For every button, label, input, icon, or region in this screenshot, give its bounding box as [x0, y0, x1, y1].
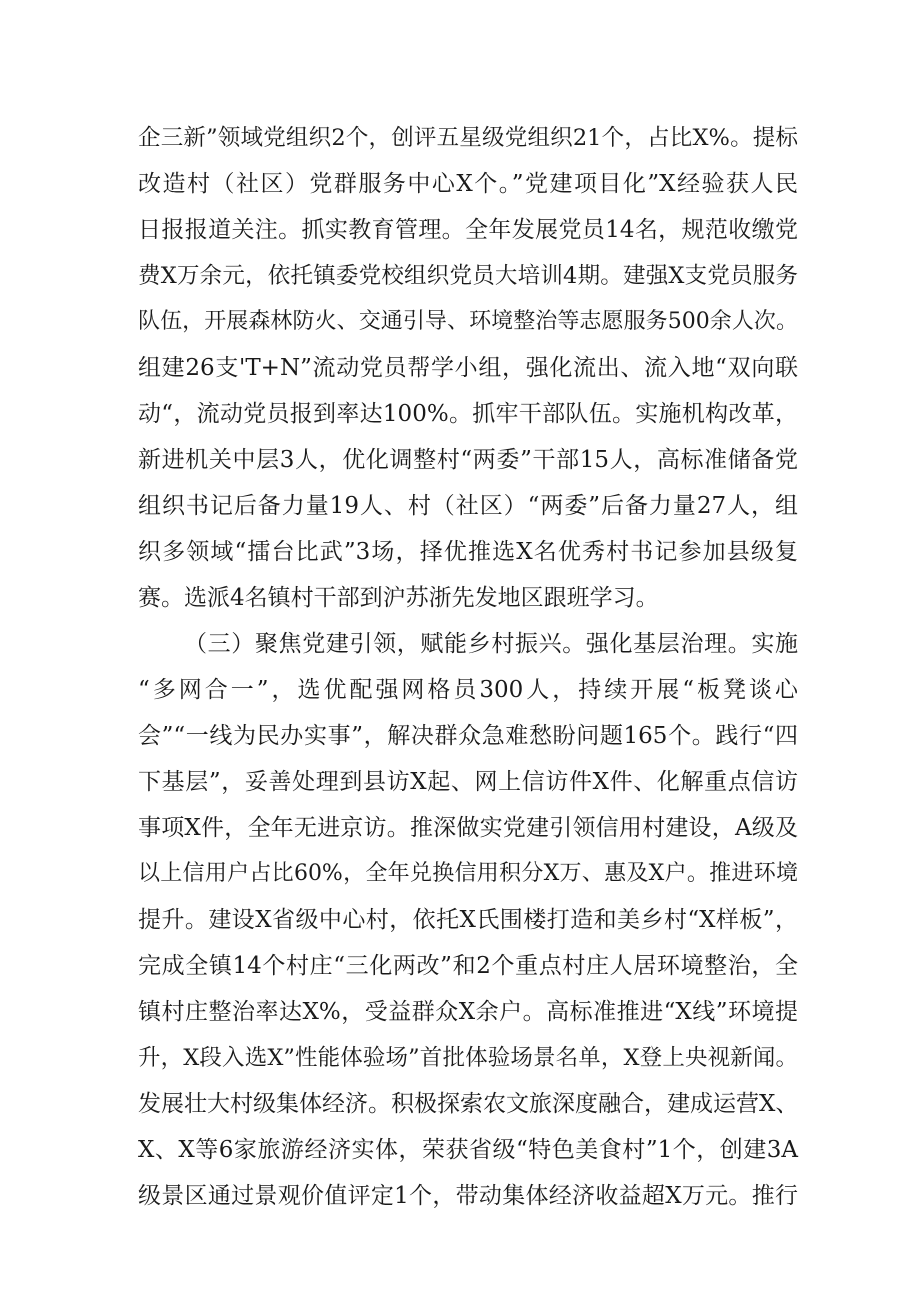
paragraph-2-line-1: （三）聚焦党建引领，赋能乡村振兴。强化基层治理。实施	[184, 631, 798, 657]
paragraph-2-line-7: 提升。建设X省级中心村，依托X氏围楼打造和美乡村“X样板”，	[138, 907, 798, 933]
paragraph-2-line-8: 完成全镇14个村庄“三化两改”和2个重点村庄人居环境整治，全	[138, 953, 798, 979]
paragraph-1-line-5: 队伍，开展森林防火、交通引导、环境整治等志愿服务500余人次。	[138, 309, 798, 334]
paragraph-2-line-12: X、X等6家旅游经济实体，荣获省级“特色美食村”1个，创建3A	[138, 1137, 798, 1163]
paragraph-2-line-2: “多网合一”，选优配强网格员300人，持续开展“板凳谈心	[138, 677, 798, 703]
paragraph-1-line-9: 组织书记后备力量19人、村（社区）“两委”后备力量27人，组	[138, 493, 798, 519]
paragraph-1-line-10: 织多领域“擂台比武”3场，择优推选X名优秀村书记参加县级复	[138, 539, 798, 565]
paragraph-2-line-10: 升，X段入选X”性能体验场”首批体验场景名单，X登上央视新闻。	[138, 1045, 798, 1071]
paragraph-2-line-6: 以上信用户占比60%，全年兑换信用积分X万、惠及X户。推进环境	[138, 861, 798, 886]
paragraph-2-line-4: 下基层”，妥善处理到县访X起、网上信访件X件、化解重点信访	[138, 769, 798, 795]
paragraph-1-line-4: 费X万余元，依托镇委党校组织党员大培训4期。建强X支党员服务	[138, 263, 798, 289]
paragraph-1-line-2: 改造村（社区）党群服务中心X个。”党建项目化”X经验获人民	[138, 171, 798, 197]
paragraph-2-line-3: 会”“一线为民办实事”，解决群众急难愁盼问题165个。践行“四	[138, 723, 798, 749]
paragraph-2-line-5: 事项X件，全年无进京访。推深做实党建引领信用村建设，A级及	[138, 815, 798, 841]
paragraph-2-line-9: 镇村庄整治率达X%，受益群众X余户。高标准推进“X线”环境提	[138, 999, 798, 1025]
paragraph-1-line-1: 企三新”领域党组织2个，创评五星级党组织21个，占比X%。提标	[138, 125, 798, 151]
paragraph-2-line-13: 级景区通过景观价值评定1个，带动集体经济收益超X万元。推行	[138, 1183, 798, 1209]
paragraph-1-line-8: 新进机关中层3人，优化调整村“两委”干部15人，高标准储备党	[138, 447, 798, 473]
paragraph-1-line-6: 组建26支'T+N”流动党员帮学小组，强化流出、流入地“双向联	[138, 355, 798, 381]
paragraph-1-line-3: 日报报道关注。抓实教育管理。全年发展党员14名，规范收缴党	[138, 217, 798, 243]
paragraph-1-line-7: 动“，流动党员报到率达100%。抓牢干部队伍。实施机构改革，	[138, 401, 798, 427]
paragraph-1-line-11: 赛。选派4名镇村干部到沪苏浙先发地区跟班学习。	[138, 585, 659, 611]
paragraph-2-line-11: 发展壮大村级集体经济。积极探索农文旅深度融合，建成运营X、	[138, 1091, 799, 1117]
